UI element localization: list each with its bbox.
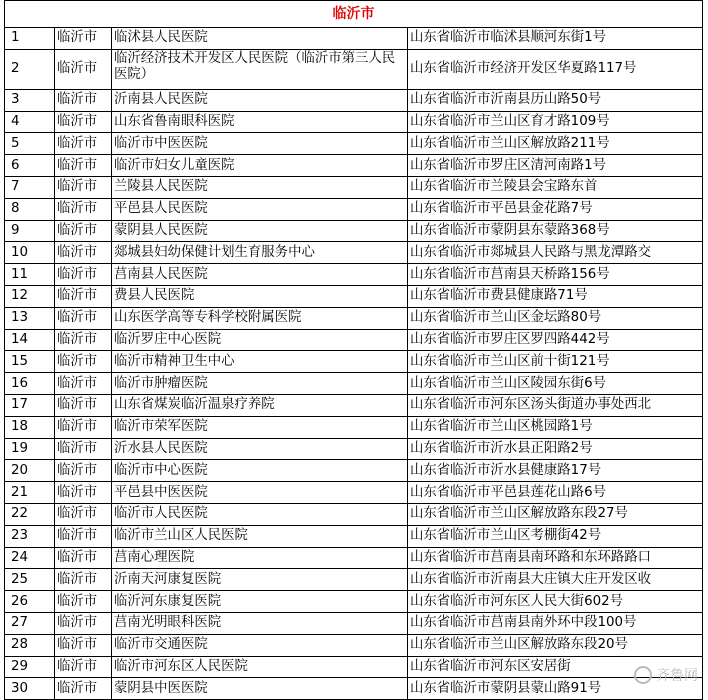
- row-city: 临沂市: [55, 111, 112, 133]
- row-number: 5: [5, 133, 55, 155]
- row-number: 11: [5, 264, 55, 286]
- row-address: 山东省临沂市沂水县健康路17号: [408, 460, 703, 482]
- row-address: 山东省临沂市平邑县莲花山路6号: [408, 482, 703, 504]
- table-row: [5, 285, 703, 307]
- row-address: 山东省临沂市蒙阴县蒙山路91号: [408, 678, 703, 700]
- table-row: [5, 438, 703, 460]
- row-address: 山东省临沂市兰山区前十街121号: [408, 351, 703, 373]
- row-address: 山东省临沂市郯城县人民路与黑龙潭路交: [408, 242, 703, 264]
- row-address: 山东省临沂市兰陵县会宝路东首: [408, 176, 703, 198]
- row-hospital-name: 平邑县中医医院: [112, 482, 408, 504]
- row-address: 山东省临沂市沂水县正阳路2号: [408, 438, 703, 460]
- table-row: [5, 612, 703, 634]
- row-address: 山东省临沂市临沭县顺河东街1号: [408, 28, 703, 50]
- row-city: 临沂市: [55, 264, 112, 286]
- watermark: [634, 665, 698, 685]
- row-address: 山东省临沂市沂南县历山路50号: [408, 89, 703, 111]
- row-address: 山东省临沂市兰山区陵园东街6号: [408, 373, 703, 395]
- row-number: 6: [5, 155, 55, 177]
- row-number: 8: [5, 198, 55, 220]
- row-address: 山东省临沂市蒙阴县东蒙路368号: [408, 220, 703, 242]
- row-number: 25: [5, 569, 55, 591]
- row-city: 临沂市: [55, 678, 112, 700]
- row-city: 临沂市: [55, 329, 112, 351]
- table-row: [5, 351, 703, 373]
- row-address: 山东省临沂市兰山区解放路东段20号: [408, 634, 703, 656]
- row-number: 18: [5, 416, 55, 438]
- table-row: [5, 373, 703, 395]
- row-number: 12: [5, 285, 55, 307]
- table-row: [5, 89, 703, 111]
- row-city: 临沂市: [55, 28, 112, 50]
- row-number: 3: [5, 89, 55, 111]
- row-number: 29: [5, 656, 55, 678]
- watermark-logo-icon: [634, 666, 652, 684]
- row-hospital-name: 沂南天河康复医院: [112, 569, 408, 591]
- row-hospital-name: 兰陵县人民医院: [112, 176, 408, 198]
- row-city: 临沂市: [55, 198, 112, 220]
- row-number: 1: [5, 28, 55, 50]
- row-hospital-name: 山东省煤炭临沂温泉疗养院: [112, 394, 408, 416]
- row-number: 27: [5, 612, 55, 634]
- hospital-table: [4, 0, 703, 700]
- row-address: 山东省临沂市兰山区桃园路1号: [408, 416, 703, 438]
- row-number: 26: [5, 591, 55, 613]
- row-number: 28: [5, 634, 55, 656]
- row-hospital-name: 莒南县人民医院: [112, 264, 408, 286]
- row-hospital-name: 平邑县人民医院: [112, 198, 408, 220]
- row-address: 山东省临沂市沂南县大庄镇大庄开发区收: [408, 569, 703, 591]
- row-city: 临沂市: [55, 612, 112, 634]
- row-city: 临沂市: [55, 285, 112, 307]
- row-hospital-name: 临沂市妇女儿童医院: [112, 155, 408, 177]
- row-hospital-name: 临沂市河东区人民医院: [112, 656, 408, 678]
- table-row: [5, 656, 703, 678]
- row-address: 山东省临沂市经济开发区华夏路117号: [408, 49, 703, 89]
- row-number: 13: [5, 307, 55, 329]
- row-number: 14: [5, 329, 55, 351]
- row-hospital-name: 莒南心理医院: [112, 547, 408, 569]
- row-number: 21: [5, 482, 55, 504]
- row-city: 临沂市: [55, 591, 112, 613]
- row-number: 17: [5, 394, 55, 416]
- table-row: [5, 155, 703, 177]
- table-row: [5, 503, 703, 525]
- row-hospital-name: 临沂市中医医院: [112, 133, 408, 155]
- row-number: 16: [5, 373, 55, 395]
- row-number: 2: [5, 49, 55, 89]
- row-address: 山东省临沂市兰山区育才路109号: [408, 111, 703, 133]
- table-row: [5, 634, 703, 656]
- row-address: 山东省临沂市兰山区解放路211号: [408, 133, 703, 155]
- row-hospital-name: 临沂市人民医院: [112, 503, 408, 525]
- row-address: 山东省临沂市平邑县金花路7号: [408, 198, 703, 220]
- row-hospital-name: 临沂市兰山区人民医院: [112, 525, 408, 547]
- row-address: 山东省临沂市莒南县天桥路156号: [408, 264, 703, 286]
- row-number: 19: [5, 438, 55, 460]
- row-number: 4: [5, 111, 55, 133]
- row-number: 9: [5, 220, 55, 242]
- row-address: 山东省临沂市莒南县南外环中段100号: [408, 612, 703, 634]
- table-title: 临沂市: [5, 1, 703, 28]
- row-city: 临沂市: [55, 569, 112, 591]
- table-row: [5, 307, 703, 329]
- row-hospital-name: 临沂市交通医院: [112, 634, 408, 656]
- row-address: 山东省临沂市兰山区考棚街42号: [408, 525, 703, 547]
- row-hospital-name: 临沭县人民医院: [112, 28, 408, 50]
- row-number: 22: [5, 503, 55, 525]
- row-hospital-name: 临沂经济技术开发区人民医院（临沂市第三人民医院）: [112, 49, 408, 89]
- table-row: [5, 28, 703, 50]
- row-number: 10: [5, 242, 55, 264]
- table-row: [5, 111, 703, 133]
- table-row: [5, 394, 703, 416]
- row-address: 山东省临沂市河东区汤头街道办事处西北: [408, 394, 703, 416]
- row-address: 山东省临沂市罗庄区清河南路1号: [408, 155, 703, 177]
- row-hospital-name: 郯城县妇幼保健计划生育服务中心: [112, 242, 408, 264]
- table-row: [5, 133, 703, 155]
- table-body: [5, 28, 703, 700]
- row-address: 山东省临沂市兰山区金坛路80号: [408, 307, 703, 329]
- row-hospital-name: 临沂市肿瘤医院: [112, 373, 408, 395]
- row-number: 30: [5, 678, 55, 700]
- row-city: 临沂市: [55, 416, 112, 438]
- row-number: 23: [5, 525, 55, 547]
- table-row: [5, 220, 703, 242]
- row-city: 临沂市: [55, 525, 112, 547]
- row-hospital-name: 莒南光明眼科医院: [112, 612, 408, 634]
- row-city: 临沂市: [55, 503, 112, 525]
- row-address: 山东省临沂市罗庄区罗四路442号: [408, 329, 703, 351]
- table-row: [5, 460, 703, 482]
- row-hospital-name: 蒙阴县中医医院: [112, 678, 408, 700]
- table-row: [5, 591, 703, 613]
- row-city: 临沂市: [55, 49, 112, 89]
- row-number: 15: [5, 351, 55, 373]
- row-city: 临沂市: [55, 460, 112, 482]
- table-row: [5, 525, 703, 547]
- row-address: 山东省临沂市莒南县南环路和东环路路口: [408, 547, 703, 569]
- row-number: 20: [5, 460, 55, 482]
- row-hospital-name: 费县人民医院: [112, 285, 408, 307]
- row-hospital-name: 蒙阴县人民医院: [112, 220, 408, 242]
- row-city: 临沂市: [55, 133, 112, 155]
- watermark-text: 齐鲁网: [656, 668, 698, 684]
- row-city: 临沂市: [55, 176, 112, 198]
- table-row: [5, 242, 703, 264]
- row-number: 7: [5, 176, 55, 198]
- table-row: [5, 547, 703, 569]
- table-row: [5, 329, 703, 351]
- row-city: 临沂市: [55, 394, 112, 416]
- row-hospital-name: 临沂市中心医院: [112, 460, 408, 482]
- row-hospital-name: 山东医学高等专科学校附属医院: [112, 307, 408, 329]
- row-hospital-name: 临沂市荣军医院: [112, 416, 408, 438]
- table-row: [5, 678, 703, 700]
- table-row: [5, 482, 703, 504]
- row-city: 临沂市: [55, 155, 112, 177]
- row-city: 临沂市: [55, 220, 112, 242]
- row-city: 临沂市: [55, 307, 112, 329]
- row-city: 临沂市: [55, 634, 112, 656]
- table-row: [5, 49, 703, 89]
- row-city: 临沂市: [55, 242, 112, 264]
- row-hospital-name: 沂水县人民医院: [112, 438, 408, 460]
- row-hospital-name: 山东省鲁南眼科医院: [112, 111, 408, 133]
- table-row: [5, 264, 703, 286]
- row-city: 临沂市: [55, 438, 112, 460]
- row-address: 山东省临沂市河东区安居街: [408, 656, 703, 678]
- row-address: 山东省临沂市费县健康路71号: [408, 285, 703, 307]
- row-address: 山东省临沂市河东区人民大街602号: [408, 591, 703, 613]
- table-row: [5, 198, 703, 220]
- table-row: [5, 569, 703, 591]
- row-city: 临沂市: [55, 89, 112, 111]
- table-row: [5, 416, 703, 438]
- table-row: [5, 176, 703, 198]
- row-number: 24: [5, 547, 55, 569]
- row-city: 临沂市: [55, 547, 112, 569]
- row-hospital-name: 临沂河东康复医院: [112, 591, 408, 613]
- row-address: 山东省临沂市兰山区解放路东段27号: [408, 503, 703, 525]
- row-hospital-name: 临沂市精神卫生中心: [112, 351, 408, 373]
- row-city: 临沂市: [55, 656, 112, 678]
- row-hospital-name: 沂南县人民医院: [112, 89, 408, 111]
- row-city: 临沂市: [55, 482, 112, 504]
- row-city: 临沂市: [55, 373, 112, 395]
- row-city: 临沂市: [55, 351, 112, 373]
- row-hospital-name: 临沂罗庄中心医院: [112, 329, 408, 351]
